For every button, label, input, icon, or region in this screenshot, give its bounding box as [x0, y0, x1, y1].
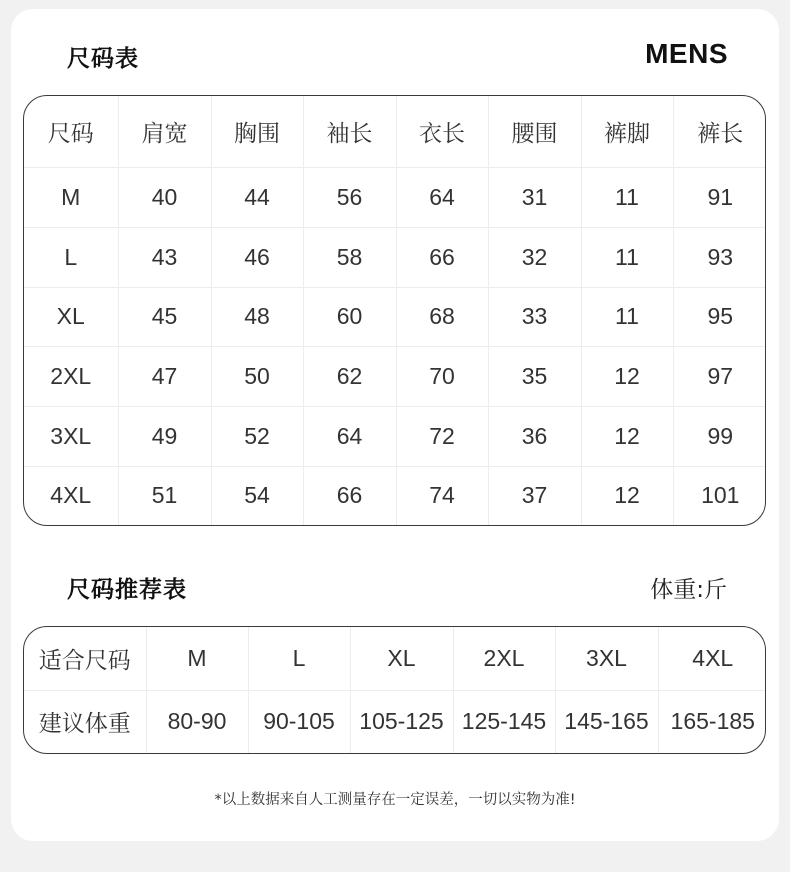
- measurement-cell: 11: [581, 287, 673, 347]
- rec-size-cell: 4XL: [658, 627, 766, 690]
- column-header: 裤长: [673, 96, 766, 168]
- measurement-cell: 70: [396, 347, 488, 407]
- size-row-label: 适合尺码: [24, 627, 146, 690]
- disclaimer-note: *以上数据来自人工测量存在一定误差，一切以实物为准!: [214, 792, 576, 808]
- column-header: 衣长: [396, 96, 488, 168]
- brand-label: MENS: [645, 38, 728, 69]
- measurement-cell: 11: [581, 168, 673, 228]
- rec-size-cell: 3XL: [555, 627, 658, 690]
- measurement-cell: 99: [673, 407, 766, 467]
- rec-weight-cell: 90-105: [248, 690, 350, 753]
- size-chart-header-row: [24, 96, 766, 168]
- recommend-table: [23, 626, 766, 754]
- rec-size-cell: L: [248, 627, 350, 690]
- measurement-cell: 74: [396, 466, 488, 525]
- measurement-cell: 95: [673, 287, 766, 347]
- rec-weight-cell: 165-185: [670, 708, 755, 735]
- column-header: 腰围: [488, 96, 581, 168]
- weight-row-label: 建议体重: [24, 690, 146, 753]
- size-cell: 4XL: [24, 466, 118, 525]
- measurement-cell: 50: [211, 347, 303, 407]
- size-chart-row: [24, 466, 766, 525]
- size-cell: XL: [24, 287, 118, 347]
- size-chart-row: [24, 407, 766, 467]
- measurement-cell: 68: [396, 287, 488, 347]
- measurement-cell: 64: [396, 168, 488, 228]
- size-cell: L: [24, 227, 118, 287]
- measurement-cell: 31: [488, 168, 581, 228]
- size-chart-row: [24, 168, 766, 228]
- rec-weight-cell: 105-125: [350, 690, 453, 753]
- rec-weight-cell: 125-145: [453, 690, 555, 753]
- recommend-title: 尺码推荐表: [67, 577, 187, 603]
- measurement-cell: 97: [673, 347, 766, 407]
- measurement-cell: 32: [488, 227, 581, 287]
- measurement-cell: 46: [211, 227, 303, 287]
- measurement-cell: 12: [581, 347, 673, 407]
- measurement-cell: 40: [118, 168, 211, 228]
- size-chart-row: [24, 347, 766, 407]
- rec-size-cell: 2XL: [453, 627, 555, 690]
- measurement-cell: 58: [303, 227, 396, 287]
- measurement-cell: 43: [118, 227, 211, 287]
- size-cell: 3XL: [24, 407, 118, 467]
- measurement-cell: 52: [211, 407, 303, 467]
- column-header: 袖长: [303, 96, 396, 168]
- measurement-cell: 11: [581, 227, 673, 287]
- size-chart-row: [24, 227, 766, 287]
- measurement-cell: 12: [581, 466, 673, 525]
- measurement-cell: 12: [581, 407, 673, 467]
- measurement-cell: 47: [118, 347, 211, 407]
- measurement-cell: 66: [396, 227, 488, 287]
- recommend-weight-row: [24, 690, 766, 753]
- measurement-cell: 48: [211, 287, 303, 347]
- rec-weight-cell: 145-165: [555, 690, 658, 753]
- recommend-size-row: [24, 627, 766, 690]
- measurement-cell: 33: [488, 287, 581, 347]
- size-chart-title: 尺码表: [67, 46, 139, 72]
- measurement-cell: 44: [211, 168, 303, 228]
- rec-size-cell: XL: [350, 627, 453, 690]
- rec-weight-cell: 80-90: [146, 690, 248, 753]
- measurement-cell: 64: [303, 407, 396, 467]
- measurement-cell: 51: [118, 466, 211, 525]
- measurement-cell: 60: [303, 287, 396, 347]
- measurement-cell: 56: [303, 168, 396, 228]
- size-chart-row: [24, 287, 766, 347]
- size-cell: M: [24, 168, 118, 228]
- measurement-cell: 101: [701, 482, 740, 509]
- column-header: 胸围: [211, 96, 303, 168]
- measurement-cell: 45: [118, 287, 211, 347]
- measurement-cell: 93: [673, 227, 766, 287]
- size-chart-table: [23, 95, 766, 526]
- measurement-cell: 54: [211, 466, 303, 525]
- size-cell: 2XL: [24, 347, 118, 407]
- measurement-cell: 62: [303, 347, 396, 407]
- column-header: 裤脚: [581, 96, 673, 168]
- measurement-cell: 35: [488, 347, 581, 407]
- measurement-cell: 66: [303, 466, 396, 525]
- measurement-cell: 72: [396, 407, 488, 467]
- column-header: 尺码: [24, 96, 118, 168]
- weight-unit-label: 体重:斤: [650, 577, 727, 603]
- measurement-cell: 36: [488, 407, 581, 467]
- measurement-cell: 37: [488, 466, 581, 525]
- measurement-cell: 49: [118, 407, 211, 467]
- measurement-cell: 91: [673, 168, 766, 228]
- rec-size-cell: M: [146, 627, 248, 690]
- column-header: 肩宽: [118, 96, 211, 168]
